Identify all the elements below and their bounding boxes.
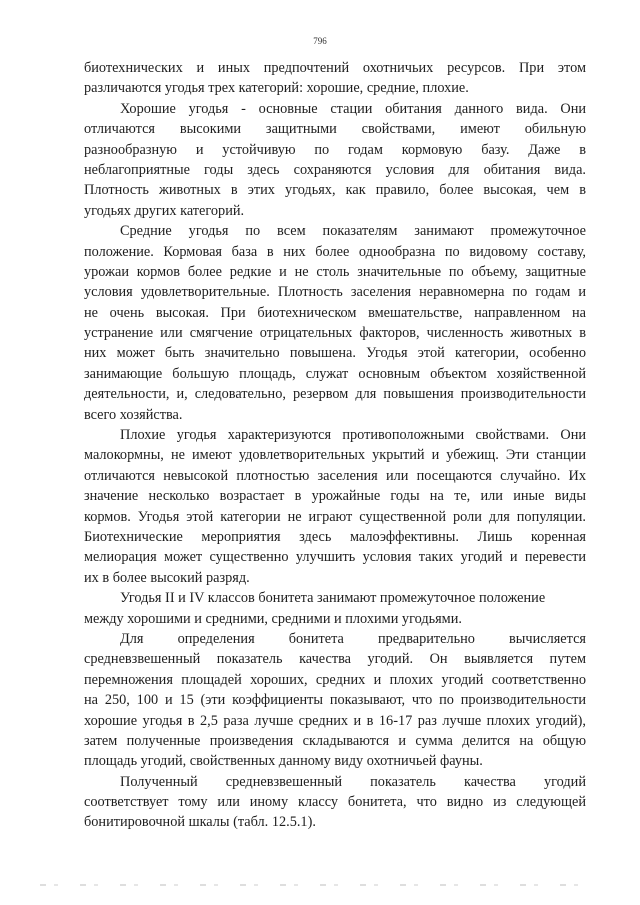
- text-line: всего хозяйства.: [84, 406, 183, 423]
- text-line: неблагоприятные годы здесь сохраняются условия для обитания вида.: [84, 161, 586, 178]
- text-line: Биотехнические мероприятия здесь малоэффективны. Лишь коренная: [84, 528, 586, 545]
- text-line: кормов. Угодья этой категории не играют существенной роли для популяции.: [84, 508, 586, 525]
- text-line: устранение или смягчение отрицательных факторов, численность животных в: [84, 325, 586, 342]
- text-line: Для определения бонитета предварительно вычисляется: [120, 630, 586, 647]
- text-line: отличаются высокими защитными свойствами, имеют обильную: [84, 121, 586, 138]
- text-line: Полученный средневзвешенный показатель качества угодий: [120, 773, 586, 790]
- text-line: разнообразную и устойчивую по годам кормовую базу. Даже в: [84, 141, 586, 158]
- text-line: мелиорация может существенно улучшить условия таких угодий и перевести: [84, 549, 586, 566]
- text-line: биотехнических и иных предпочтений охотничьих ресурсов. При этом: [84, 60, 586, 76]
- text-line: затем полученные произведения складываются и сумма делится на общую: [84, 732, 586, 749]
- text-line: их в более высокий разряд.: [84, 569, 250, 586]
- text-line: различаются угодья трех категорий: хорошие, средние, плохие.: [84, 80, 469, 97]
- text-line: значение несколько возрастает в урожайные годы на те, или иные виды: [84, 488, 586, 505]
- text-line: малокормны, не имеют удовлетворительных укрытий и убежищ. Эти станции: [84, 447, 586, 464]
- text-line: площадь угодий, свойственных данному виду охотничьей фауны.: [84, 753, 483, 770]
- text-line: положение. Кормовая база в них более однообразна по видовому составу,: [84, 243, 586, 260]
- text-line: отличаются невысокой плотностью заселения или посещаются случайно. Их: [84, 467, 586, 484]
- text-line: условия удовлетворительные. Плотность заселения неравномерна по годам и: [84, 284, 586, 301]
- text-line: Хорошие угодья - основные стации обитания данного вида. Они: [120, 100, 586, 117]
- text-line: деятельности, и, следовательно, резервом для повышения производительности: [84, 386, 586, 403]
- text-line: урожаи кормов более редкие и не столь значительные по объему, защитные: [84, 263, 586, 280]
- text-line: не очень высокая. При биотехническом вмешательстве, направленном на: [84, 304, 586, 321]
- text-line: них может быть значительно повышена. Угодья этой категории, особенно: [84, 345, 586, 362]
- scan-artifact: [40, 884, 600, 886]
- text-line: на 250, 100 и 15 (эти коэффициенты показывают, что по производительности: [84, 692, 586, 709]
- text-line: угодьях других категорий.: [84, 202, 245, 219]
- text-line: Средние угодья по всем показателям занимают промежуточное: [120, 223, 586, 240]
- text-line: перемножения площадей хороших, средних и плохих угодий соответственно: [84, 671, 586, 688]
- text-line: Плохие угодья характеризуются противоположными свойствами. Они: [120, 427, 586, 444]
- text-line: между хорошими и средними, средними и плохими угодьями.: [84, 610, 462, 627]
- text-line: бонитировочной шкалы (табл. 12.5.1).: [84, 814, 316, 831]
- text-line: средневзвешенный показатель качества угодий. Он выявляется путем: [84, 651, 586, 668]
- text-line: Угодья II и IV классов бонитета занимают промежуточное положение: [120, 590, 546, 607]
- body-text: [84, 58, 586, 833]
- text-line: соответствует тому или иному классу бонитета, что видно из следующей: [84, 794, 586, 811]
- text-line: занимающие большую площадь, служат основным объектом хозяйственной: [84, 365, 586, 382]
- text-line: Плотность животных в этих угодьях, как правило, более высокая, чем в: [84, 182, 586, 199]
- text-line: хорошие угодья в 2,5 раза лучше средних и в 16-17 раз лучше плохих угодий),: [84, 712, 586, 729]
- page-number: 796: [313, 36, 327, 46]
